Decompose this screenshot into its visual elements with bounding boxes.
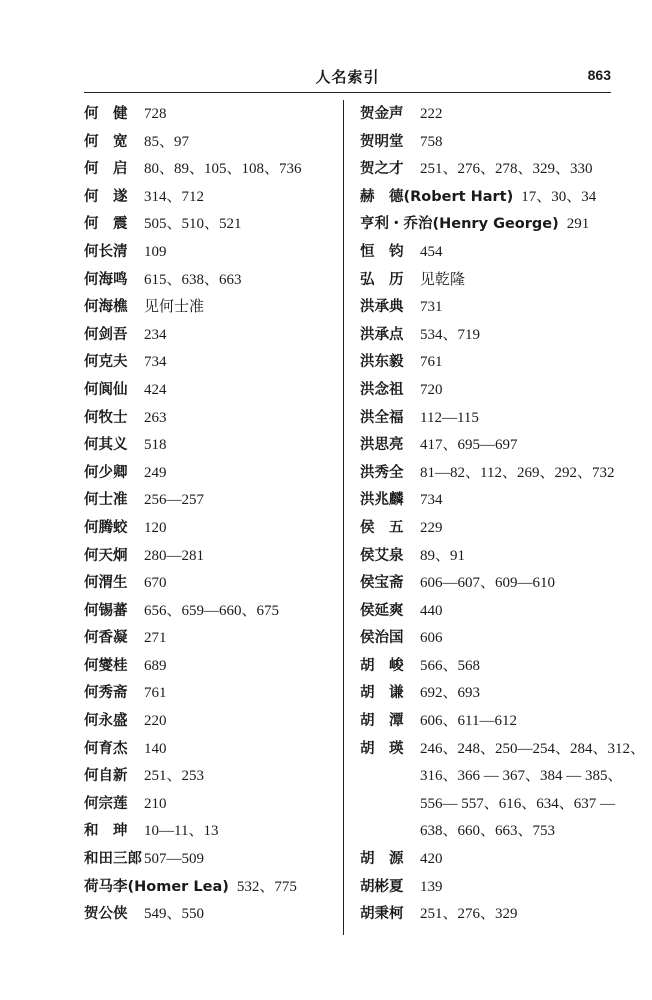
index-entry xyxy=(84,515,334,543)
index-entry xyxy=(84,129,334,157)
entry-name: 胡秉柯 xyxy=(360,906,404,923)
index-entry xyxy=(84,763,334,791)
entry-name: 何宗莲 xyxy=(84,795,128,812)
entry-pages: 280—281 xyxy=(144,547,204,564)
entry-name: 何 震 xyxy=(84,216,128,233)
entry-pages: 见何士准 xyxy=(144,299,205,316)
index-entry xyxy=(84,708,334,736)
index-entry xyxy=(360,653,622,681)
entry-name: 贺公侠 xyxy=(84,906,128,923)
entry-pages: 249 xyxy=(144,464,167,481)
entry-pages: 10—11、13 xyxy=(144,823,219,840)
index-entry xyxy=(84,267,334,295)
entry-pages: 314、712 xyxy=(144,188,205,205)
entry-name: 何少卿 xyxy=(84,464,128,481)
entry-name: 贺金声 xyxy=(360,106,404,122)
entry-name: 和 珅 xyxy=(84,823,128,840)
index-entry xyxy=(84,818,334,846)
index-entry xyxy=(84,570,334,598)
entry-pages: 761 xyxy=(420,354,443,371)
entry-name: 洪念祖 xyxy=(360,381,404,398)
index-entry xyxy=(360,846,622,874)
entry-pages: 606、611—612 xyxy=(420,713,517,730)
entry-name: 何渭生 xyxy=(84,575,128,592)
entry-name: 洪全福 xyxy=(360,409,404,426)
entry-pages: 606 xyxy=(420,630,443,647)
entry-name: 何剑吾 xyxy=(84,326,128,343)
entry-name: 贺之才 xyxy=(360,161,404,178)
entry-name: 胡 峻 xyxy=(360,657,404,674)
entry-name: 胡 源 xyxy=(360,851,404,868)
entry-name: 何永盛 xyxy=(84,713,128,730)
entry-pages: 734 xyxy=(144,354,167,371)
section-title: 人名索引 xyxy=(315,68,380,86)
entry-pages: 140 xyxy=(144,740,167,757)
index-entry xyxy=(84,349,334,377)
entry-name: 侯延爽 xyxy=(360,602,404,619)
right-index-column xyxy=(360,101,646,929)
entry-name: 洪东毅 xyxy=(360,354,404,371)
entry-pages: 80、89、105、108、736 xyxy=(144,161,302,178)
index-entry xyxy=(84,680,334,708)
index-entry xyxy=(84,625,334,653)
entry-name: 何香凝 xyxy=(84,630,128,647)
entry-name: 亨利・乔治(Henry George) xyxy=(360,216,559,233)
index-entry xyxy=(360,680,622,708)
entry-name: 何腾蛟 xyxy=(84,519,128,536)
index-entry xyxy=(84,901,334,929)
index-entry xyxy=(84,487,334,515)
index-entry xyxy=(360,708,622,736)
entry-pages: 251、253 xyxy=(144,768,205,785)
entry-name: 何自新 xyxy=(84,768,128,785)
index-entry xyxy=(360,543,622,571)
entry-pages-continuation: 316、366 — 367、384 — 385、 xyxy=(420,768,623,785)
index-entry xyxy=(360,294,622,322)
entry-pages: 424 xyxy=(144,381,167,398)
index-entry xyxy=(84,432,334,460)
entry-pages: 534、719 xyxy=(420,326,481,343)
index-entry xyxy=(84,543,334,571)
entry-pages: 505、510、521 xyxy=(144,216,242,233)
page-number: 863 xyxy=(587,67,611,83)
entry-name: 洪承点 xyxy=(360,326,404,343)
index-entry xyxy=(360,377,622,405)
index-entry xyxy=(84,405,334,433)
index-entry xyxy=(84,460,334,488)
index-entry xyxy=(84,736,334,764)
running-header xyxy=(84,62,611,93)
index-entry xyxy=(360,349,622,377)
entry-name: 何牧士 xyxy=(84,409,128,426)
entry-name: 弘 历 xyxy=(360,271,404,288)
entry-pages: 692、693 xyxy=(420,685,481,702)
index-entry xyxy=(84,598,334,626)
entry-pages: 263 xyxy=(144,409,167,426)
index-entry xyxy=(360,129,622,157)
index-entry xyxy=(360,460,622,488)
entry-pages: 549、550 xyxy=(144,906,205,923)
entry-name: 赫 德(Robert Hart) xyxy=(360,188,514,205)
entry-name: 贺明堂 xyxy=(360,133,404,150)
index-entry xyxy=(360,515,622,543)
index-entry xyxy=(360,570,622,598)
index-entry xyxy=(360,156,622,184)
index-entry xyxy=(84,294,334,322)
index-entry xyxy=(360,267,622,295)
entry-pages: 656、659—660、675 xyxy=(144,602,280,619)
entry-pages: 454 xyxy=(420,243,443,260)
index-entry xyxy=(84,211,334,239)
entry-pages-continuation: 556— 557、616、634、637 — xyxy=(420,795,616,812)
entry-name: 何士准 xyxy=(84,492,128,509)
entry-pages: 234 xyxy=(144,326,167,343)
entry-name: 胡 潭 xyxy=(360,713,404,730)
index-entry xyxy=(84,156,334,184)
index-entry xyxy=(360,874,622,902)
entry-pages: 291 xyxy=(566,216,590,233)
entry-pages: 566、568 xyxy=(420,657,481,674)
index-entry xyxy=(360,432,622,460)
entry-name: 侯艾泉 xyxy=(360,547,404,564)
entry-name: 何育杰 xyxy=(84,740,128,757)
entry-name: 胡彬夏 xyxy=(360,878,404,895)
entry-pages: 417、695—697 xyxy=(420,437,518,454)
entry-name: 洪思亮 xyxy=(360,437,404,454)
entry-name: 何长清 xyxy=(84,243,128,260)
entry-name: 侯治国 xyxy=(360,630,404,647)
entry-name: 侯宝斋 xyxy=(360,575,404,592)
index-entry xyxy=(360,625,622,653)
entry-name: 胡 瑛 xyxy=(360,740,404,757)
entry-name: 何锡蕃 xyxy=(84,602,128,619)
entry-pages: 见乾隆 xyxy=(420,271,466,288)
entry-pages: 731 xyxy=(420,299,443,316)
index-entry xyxy=(360,405,622,433)
entry-pages: 89、91 xyxy=(420,547,466,564)
index-entry xyxy=(84,846,334,874)
entry-name: 何 健 xyxy=(84,106,128,122)
entry-pages: 734 xyxy=(420,492,443,509)
entry-pages: 81—82、112、269、292、732 xyxy=(420,464,615,481)
entry-pages: 139 xyxy=(420,878,443,895)
entry-pages: 109 xyxy=(144,243,167,260)
entry-name: 洪兆麟 xyxy=(360,492,404,509)
index-entry xyxy=(84,101,334,129)
entry-name: 胡 谦 xyxy=(360,685,404,702)
entry-name: 何克夫 xyxy=(84,354,128,371)
entry-pages: 210 xyxy=(144,795,167,812)
entry-pages: 17、30、34 xyxy=(521,188,597,205)
entry-pages: 420 xyxy=(420,851,443,868)
entry-name: 荷马李(Homer Lea) xyxy=(84,878,229,895)
entry-name: 何 宽 xyxy=(84,133,128,150)
index-entry xyxy=(360,239,622,267)
index-entry xyxy=(84,653,334,681)
index-entry xyxy=(360,598,622,626)
column-divider xyxy=(343,100,344,935)
entry-pages: 720 xyxy=(420,381,443,398)
entry-name: 恒 钧 xyxy=(360,243,404,260)
entry-name: 何阆仙 xyxy=(84,381,128,398)
entry-pages: 440 xyxy=(420,602,443,619)
index-entry xyxy=(84,322,334,350)
entry-pages: 761 xyxy=(144,685,167,702)
index-entry xyxy=(84,377,334,405)
entry-pages: 532、775 xyxy=(236,878,297,895)
index-entry xyxy=(360,322,622,350)
entry-name: 和田三郎 xyxy=(84,851,142,868)
entry-pages: 251、276、278、329、330 xyxy=(420,161,593,178)
entry-name: 何天炯 xyxy=(84,547,128,564)
entry-name: 何海鸣 xyxy=(84,271,128,288)
entry-name: 洪秀全 xyxy=(360,464,404,481)
entry-pages: 728 xyxy=(144,106,167,122)
entry-pages: 670 xyxy=(144,575,167,592)
index-entry xyxy=(360,736,646,764)
entry-pages: 112—115 xyxy=(420,409,479,426)
entry-pages: 758 xyxy=(420,133,443,150)
entry-pages: 251、276、329 xyxy=(420,906,518,923)
entry-pages-continuation: 638、660、663、753 xyxy=(420,823,556,840)
entry-name: 何 启 xyxy=(84,161,128,178)
entry-pages: 606—607、609—610 xyxy=(420,575,556,592)
entry-pages: 689 xyxy=(144,657,167,674)
entry-name: 侯 五 xyxy=(360,519,404,536)
entry-name: 何其义 xyxy=(84,437,128,454)
index-entry xyxy=(360,211,622,239)
entry-pages: 256—257 xyxy=(144,492,204,509)
entry-pages: 246、248、250—254、284、312、 xyxy=(420,740,646,757)
index-entry xyxy=(84,874,334,902)
index-entry xyxy=(84,791,334,819)
left-index-column xyxy=(84,101,334,929)
index-entry xyxy=(360,901,622,929)
entry-pages: 229 xyxy=(420,519,443,536)
entry-name: 何燮桂 xyxy=(84,657,128,674)
entry-pages: 222 xyxy=(420,106,443,122)
index-entry xyxy=(360,184,622,212)
entry-pages: 518 xyxy=(144,437,167,454)
entry-name: 何秀斋 xyxy=(84,685,128,702)
entry-pages: 120 xyxy=(144,519,167,536)
entry-pages: 85、97 xyxy=(144,133,190,150)
entry-pages: 615、638、663 xyxy=(144,271,242,288)
entry-name: 何海樵 xyxy=(84,299,128,316)
index-entry xyxy=(360,101,622,129)
entry-pages: 220 xyxy=(144,713,167,730)
entry-name: 洪承典 xyxy=(360,299,404,316)
entry-name: 何 遂 xyxy=(84,188,128,205)
entry-pages: 507—509 xyxy=(144,851,204,868)
index-entry xyxy=(84,239,334,267)
entry-pages: 271 xyxy=(144,630,167,647)
index-entry xyxy=(84,184,334,212)
index-entry xyxy=(360,487,622,515)
